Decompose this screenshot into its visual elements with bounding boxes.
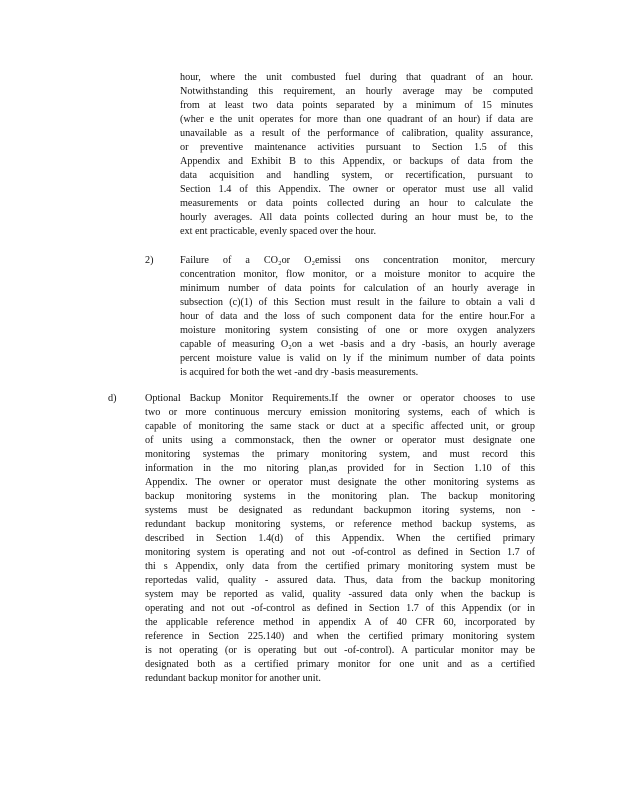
text-line: hourly averages. All data points collected during an hour must be, to the xyxy=(180,212,533,223)
item-d-label: d) xyxy=(108,393,117,404)
text-line: ext ent practicable, evenly spaced over the hour. xyxy=(180,226,377,237)
paragraph-continuation xyxy=(180,71,533,239)
text-line: measurements or data points collected during an hour to calculate the xyxy=(180,198,533,209)
item-2-label: 2) xyxy=(145,255,154,266)
text-line: capable of monitoring the same stack or duct at a specific affected unit, or group xyxy=(145,421,535,432)
text-line: from at least two data points separated by a minimum of 15 minutes xyxy=(180,100,533,111)
text-line: Section 1.4 of this Appendix. The owner or operator must use all valid xyxy=(180,184,533,195)
text-line: or preventive maintenance activities pursuant to Section 1.5 of this xyxy=(180,142,533,153)
text-line: backup monitoring systems in the monitoring plan. The backup monitoring xyxy=(145,491,535,502)
text-line: designated both as a certified primary monitor for one unit and as a certified xyxy=(145,659,535,670)
text-line: Notwithstanding this requirement, an hourly average may be computed xyxy=(180,86,533,97)
text-line: is not operating (or is operating but out -of-control). A particular monitor may be xyxy=(145,645,535,656)
text-line: Optional Backup Monitor Requirements.If the owner or operator chooses to use xyxy=(145,393,535,404)
text-line: moisture monitoring system consisting of one or more oxygen analyzers xyxy=(180,325,535,336)
text-line: (wher e the unit operates for more than one quadrant of an hour) if data are xyxy=(180,114,533,125)
text-line: redundant backup monitor for another unit. xyxy=(145,673,321,684)
text-line: concentration monitor, flow monitor, or a moisture monitor to acquire the xyxy=(180,269,535,280)
item-2-paragraph xyxy=(180,254,535,380)
text-line: two or more continuous mercury emission monitoring systems, each of which is xyxy=(145,407,535,418)
text-line: Appendix. The owner or operator must designate the other monitoring systems as xyxy=(145,477,535,488)
text-line: unavailable as a result of the performance of calibration, quality assurance, xyxy=(180,128,533,139)
text-line: hour of data and the loss of such component data for the entire hour.For a xyxy=(180,311,535,322)
text-line: operating and not out -of-control as defined in Section 1.7 of this Appendix (or in xyxy=(145,603,535,614)
text-line: of units using a commonstack, then the owner or operator must designate one xyxy=(145,435,535,446)
text-line: subsection (c)(1) of this Section must result in the failure to obtain a vali d xyxy=(180,297,535,308)
text-line: redundant backup monitoring systems, or reference method backup systems, as xyxy=(145,519,535,530)
text-line: system may be reported as valid, quality -assured data only when the backup is xyxy=(145,589,535,600)
text-line: hour, where the unit combusted fuel during that quadrant of an hour. xyxy=(180,72,533,83)
text-line: the applicable reference method in appendix A of 40 CFR 60, incorporated by xyxy=(145,617,535,628)
text-line: monitoring systemas the primary monitoring system, and must record this xyxy=(145,449,535,460)
text-line: is acquired for both the wet -and dry -basis measurements. xyxy=(180,367,419,378)
text-line: capable of measuring O₂on a wet -basis and a dry -basis, an hourly average xyxy=(180,339,535,350)
text-line: Appendix and Exhibit B to this Appendix, or backups of data from the xyxy=(180,156,533,167)
text-line: information in the mo nitoring plan,as provided for in Section 1.10 of this xyxy=(145,463,535,474)
text-line: monitoring system is operating and not out -of-control as defined in Section 1.7 of xyxy=(145,547,535,558)
text-line: data acquisition and handling system, or recertification, pursuant to xyxy=(180,170,533,181)
text-line: thi s Appendix, only data from the certified primary monitoring system must be xyxy=(145,561,535,572)
text-line: Failure of a CO₂or O₂emissi ons concentration monitor, mercury xyxy=(180,255,535,266)
text-line: described in Section 1.4(d) of this Appendix. When the certified primary xyxy=(145,533,535,544)
text-line: percent moisture value is valid on ly if the minimum number of data points xyxy=(180,353,535,364)
item-d-paragraph xyxy=(145,392,535,686)
text-line: systems must be designated as redundant backupmon itoring systems, non - xyxy=(145,505,535,516)
text-line: minimum number of data points for calculation of an hourly average in xyxy=(180,283,535,294)
text-line: reportedas valid, quality - assured data. Thus, data from the backup monitoring xyxy=(145,575,535,586)
text-line: reference in Section 225.140) and when the certified primary monitoring system xyxy=(145,631,535,642)
